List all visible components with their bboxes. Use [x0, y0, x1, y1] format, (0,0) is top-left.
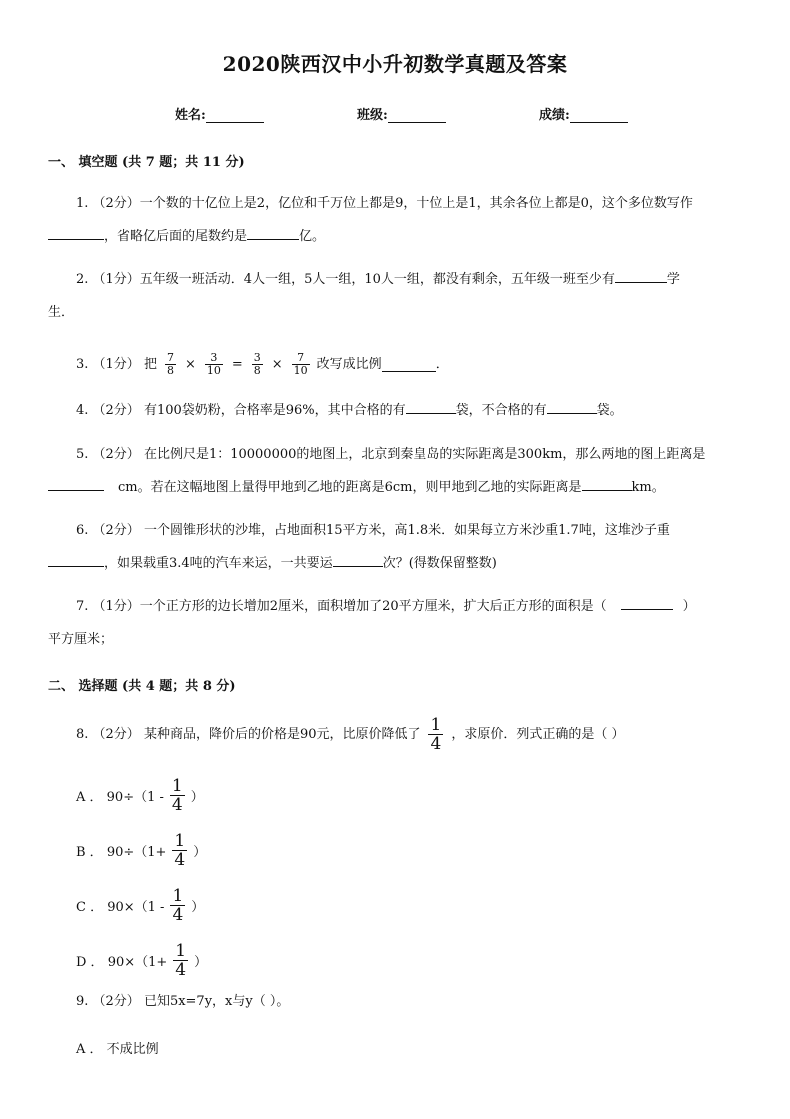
class-label: 班级: [357, 108, 388, 123]
question-8 [48, 714, 748, 754]
q3-fraction-2: $\frac{3}{10}$ [206, 350, 221, 377]
q5-blank-2[interactable] [582, 476, 632, 491]
q6-text-a: 6. （2分） 一个圆锥形状的沙堆，占地面积15平方米，高1.8米．如果每立方米沙重1.7吨，这堆沙子重 [76, 523, 670, 538]
section-fill-in-blank: 一、 填空题 (共 7 题；共 11 分) [48, 155, 245, 170]
name-label: 姓名: [175, 108, 206, 123]
q8-option-a-fraction: $\frac{1}{4}$ [171, 775, 183, 815]
q8-fraction: $\frac{1}{4}$ [430, 714, 442, 754]
q4-blank-2[interactable] [547, 399, 597, 414]
question-7 [48, 590, 748, 656]
q5-text-c: km。 [631, 480, 665, 495]
q8-option-d-text: D ． 90×（1+ [76, 954, 168, 970]
q3-times-2: × [271, 356, 283, 372]
q3-times-1: × [184, 356, 196, 372]
q7-blank-1[interactable] [621, 595, 673, 610]
name-field [175, 104, 264, 123]
q4-text-b: 袋，不合格的有 [455, 403, 547, 418]
q3-blank-1[interactable] [382, 357, 436, 372]
q8-option-a[interactable] [76, 775, 204, 815]
q3-equals: = [231, 356, 243, 372]
q2-text-b: 学 [666, 272, 680, 287]
q1-text-b: ，省略亿后面的尾数约是 [104, 229, 248, 244]
q2-blank-1[interactable] [615, 268, 667, 283]
q6-blank-2[interactable] [333, 552, 383, 567]
q1-blank-2[interactable] [247, 225, 299, 240]
q3-text-a: 3. （1分） 把 [76, 356, 157, 372]
q6-text-c: 次？(得数保留整数) [382, 556, 497, 571]
question-5 [48, 438, 748, 504]
q8-text-b: ，求原价．列式正确的是（ ） [451, 726, 625, 742]
class-field [357, 104, 446, 123]
q1-blank-1[interactable] [48, 225, 104, 240]
q8-option-c-close: ） [191, 899, 205, 915]
q6-blank-1[interactable] [48, 552, 104, 567]
q5-text-a: 5. （2分） 在比例尺是1：10000000的地图上，北京到秦皇岛的实际距离是300km，那么两地的图上距离是 [76, 447, 706, 462]
section-multiple-choice: 二、 选择题 (共 4 题；共 8 分) [48, 679, 236, 694]
q6-text-b: ，如果载重3.4吨的汽车来运，一共要运 [104, 556, 333, 571]
q2-text-c: 生． [48, 305, 75, 320]
score-blank[interactable] [570, 108, 628, 123]
q8-option-d-fraction: $\frac{1}{4}$ [175, 940, 187, 980]
q9-option-a-text: A ． 不成比例 [76, 1041, 159, 1057]
student-info-row [0, 104, 790, 124]
q8-option-d[interactable] [76, 940, 207, 980]
q7-text-c: 平方厘米； [48, 632, 114, 647]
q8-option-b-close: ） [193, 844, 207, 860]
q8-option-a-close: ） [190, 789, 204, 805]
q8-option-c-text: C ． 90×（1 - [76, 899, 165, 915]
q3-fraction-1: $\frac{7}{8}$ [166, 350, 174, 377]
score-label: 成绩: [539, 108, 570, 123]
q4-text-c: 袋。 [596, 403, 623, 418]
q1-text-a: 1. （2分）一个数的十亿位上是2，亿位和千万位上都是9，十位上是1，其余各位上都是0，这个多位数写作 [76, 196, 693, 211]
question-6 [48, 514, 748, 580]
question-3 [48, 346, 748, 382]
q2-text-a: 2. （1分）五年级一班活动．4人一组，5人一组，10人一组，都没有剩余，五年级一班至少有 [76, 272, 615, 287]
q8-option-b-text: B ． 90÷（1+ [76, 844, 167, 860]
q8-option-c-fraction: $\frac{1}{4}$ [172, 885, 184, 925]
q7-text-b: ） [682, 599, 696, 614]
q3-text-c: ． [435, 356, 449, 372]
q8-option-c[interactable] [76, 885, 204, 925]
q3-text-b: 改写成比例 [316, 356, 382, 372]
q9-option-a[interactable] [76, 1027, 159, 1067]
q8-option-b[interactable] [76, 830, 206, 870]
q8-option-a-text: A ． 90÷（1 - [76, 789, 164, 805]
q7-text-a: 7. （1分）一个正方形的边长增加2厘米，面积增加了20平方厘米，扩大后正方形的面积是（ [76, 599, 607, 614]
q3-fraction-4: $\frac{7}{10}$ [293, 350, 308, 377]
q3-fraction-3: $\frac{3}{8}$ [253, 350, 261, 377]
class-blank[interactable] [388, 108, 446, 123]
question-1 [48, 187, 748, 253]
q8-text-a: 8. （2分） 某种商品，降价后的价格是90元，比原价降低了 [76, 726, 421, 742]
q1-text-c: 亿。 [299, 229, 326, 244]
q8-option-b-fraction: $\frac{1}{4}$ [174, 830, 186, 870]
page-title: 2020陕西汉中小升初数学真题及答案 [222, 52, 568, 76]
name-blank[interactable] [206, 108, 264, 123]
q4-text-a: 4. （2分） 有100袋奶粉，合格率是96%，其中合格的有 [76, 403, 406, 418]
q9-text-a: 9. （2分） 已知5x=7y，x与y（ ）。 [76, 994, 290, 1009]
q5-blank-1[interactable] [48, 476, 104, 491]
question-2 [48, 263, 748, 329]
score-field [539, 104, 628, 123]
question-9 [48, 985, 748, 1018]
q5-text-b: cm。若在这幅地图上量得甲地到乙地的距离是6cm，则甲地到乙地的实际距离是 [118, 480, 582, 495]
q8-option-d-close: ） [194, 954, 208, 970]
question-4 [48, 394, 748, 427]
q4-blank-1[interactable] [406, 399, 456, 414]
